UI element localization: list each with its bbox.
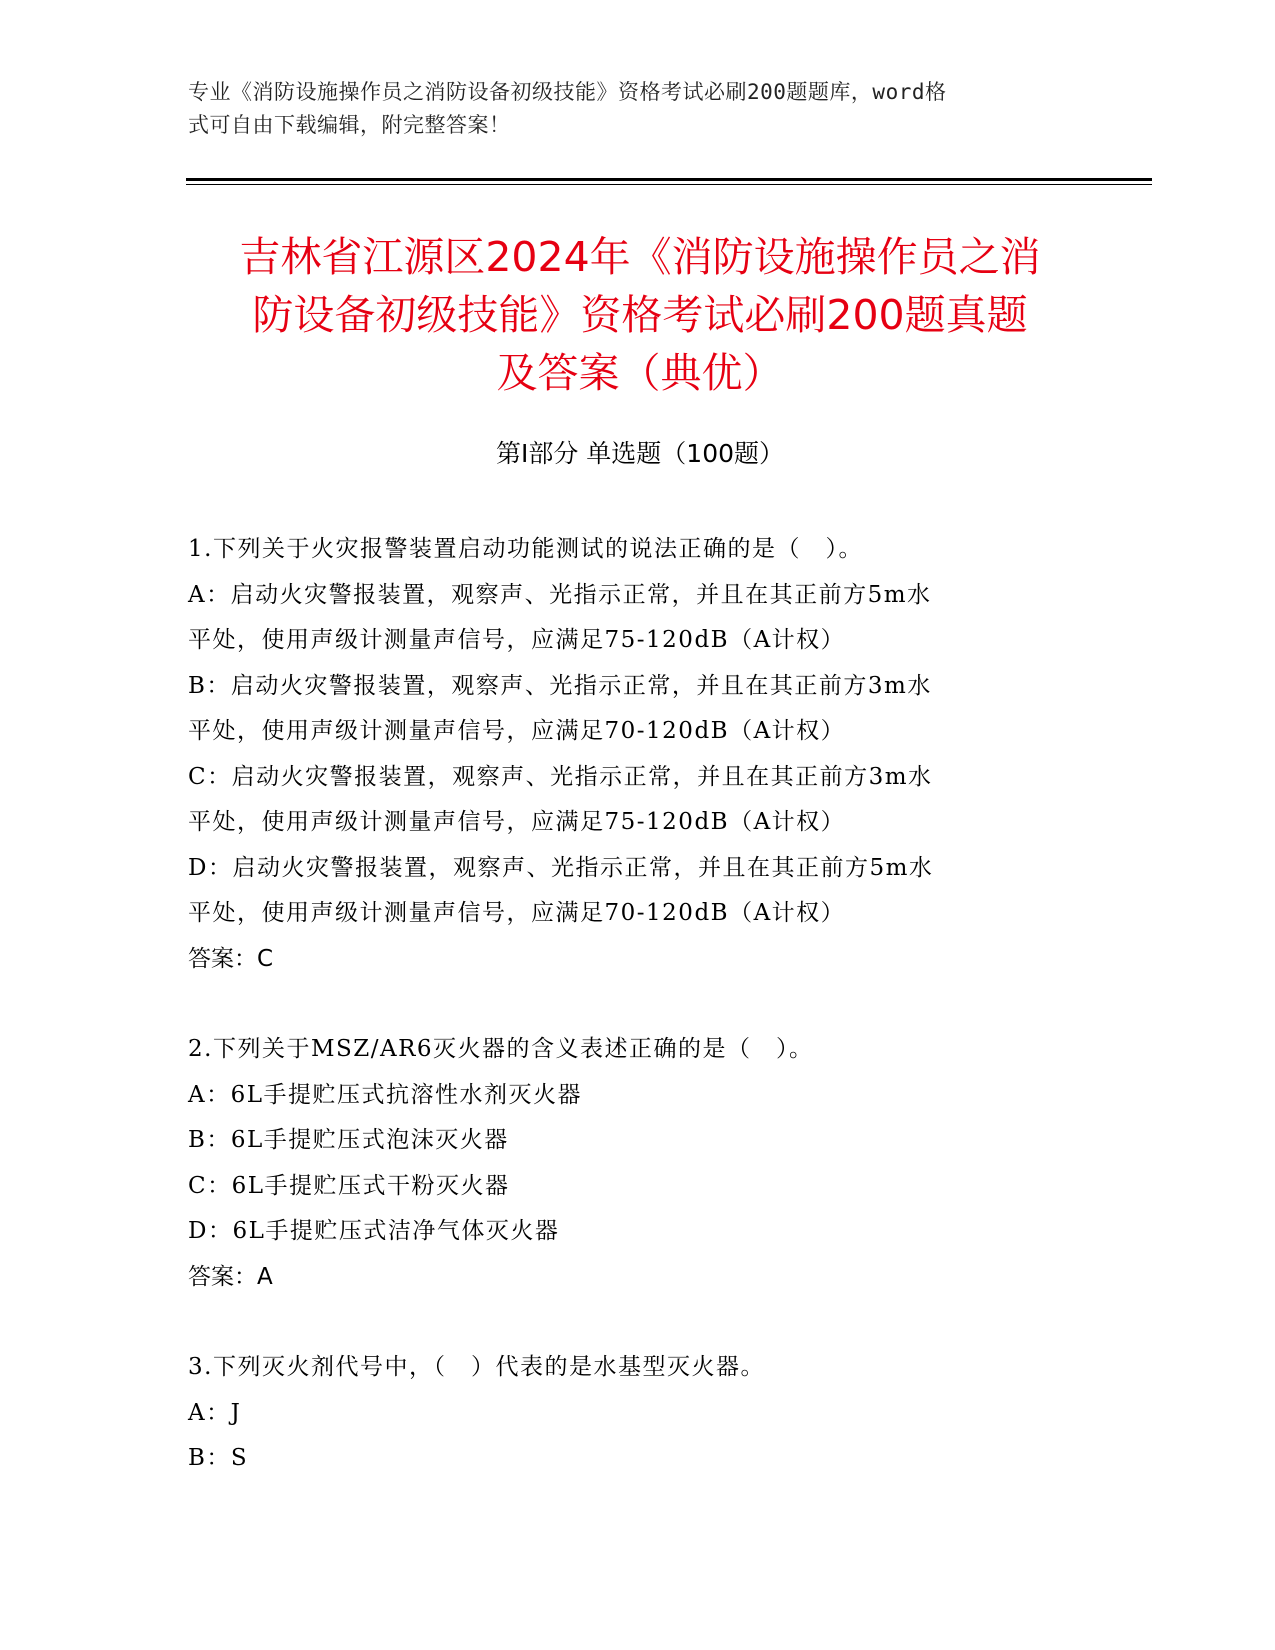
option-line: D：6L手提贮压式洁净气体灭火器: [188, 1218, 560, 1244]
option-line: C：启动火灾警报装置，观察声、光指示正常，并且在其正前方3m水: [188, 763, 933, 790]
header-divider-thin: [186, 184, 1152, 185]
option-line: 平处，使用声级计测量声信号，应满足70-120dB（A计权）: [188, 718, 846, 744]
title-line: 及答案（典优）: [496, 349, 784, 397]
option-line: B：启动火灾警报装置，观察声、光指示正常，并且在其正前方3m水: [188, 672, 932, 699]
question-line: 1.下列关于火灾报警装置启动功能测试的说法正确的是（ ）。: [188, 536, 863, 562]
title-line: 吉林省江源区2024年《消防设施操作员之消: [239, 233, 1041, 281]
option-line: 平处，使用声级计测量声信号，应满足75-120dB（A计权）: [188, 809, 846, 835]
option-line: A：J: [188, 1399, 242, 1426]
section-title: 第Ⅰ部分 单选题（100题）: [495, 439, 785, 468]
question-line: 3.下列灭火剂代号中，（ ）代表的是水基型灭火器。: [188, 1354, 765, 1380]
document-title: [180, 228, 1100, 402]
question-list: [188, 527, 1068, 1527]
question-line: 2.下列关于MSZ/AR6灭火器的含义表述正确的是（ ）。: [188, 1036, 814, 1062]
header-note-line: 式可自由下载编辑，附完整答案！: [188, 113, 511, 137]
option-line: A：启动火灾警报装置，观察声、光指示正常，并且在其正前方5m水: [188, 581, 932, 608]
option-line: B：6L手提贮压式泡沫灭火器: [188, 1127, 509, 1153]
question-3: [188, 1345, 1068, 1482]
header-divider-thick: [186, 178, 1152, 181]
option-line: 平处，使用声级计测量声信号，应满足70-120dB（A计权）: [188, 900, 846, 926]
question-1: [188, 527, 1068, 982]
answer-line: 答案：C: [188, 945, 274, 972]
option-line: 平处，使用声级计测量声信号，应满足75-120dB（A计权）: [188, 627, 846, 653]
option-line: D：启动火灾警报装置，观察声、光指示正常，并且在其正前方5m水: [188, 854, 934, 881]
title-line: 防设备初级技能》资格考试必刷200题真题: [252, 291, 1028, 339]
question-2: [188, 1027, 1068, 1300]
option-line: A：6L手提贮压式抗溶性水剂灭火器: [188, 1081, 583, 1108]
header-note-line: 专业《消防设施操作员之消防设备初级技能》资格考试必刷200题题库，word格: [188, 80, 947, 104]
option-line: C：6L手提贮压式干粉灭火器: [188, 1172, 510, 1199]
header-note: [188, 76, 1068, 142]
answer-line: 答案：A: [188, 1263, 273, 1290]
option-line: B：S: [188, 1445, 249, 1471]
